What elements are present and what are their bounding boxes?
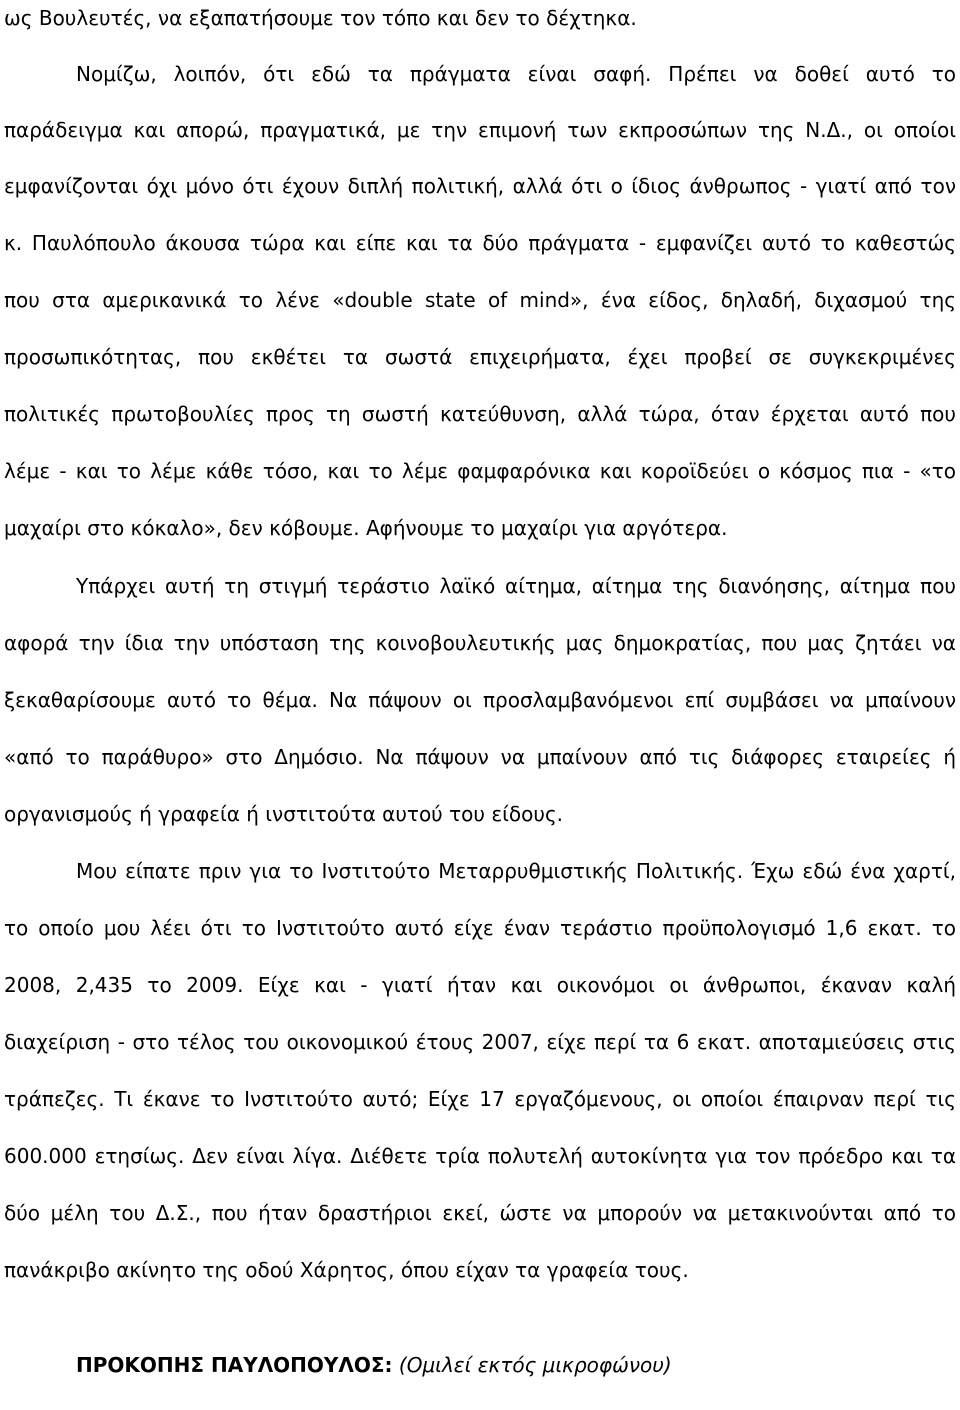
text-line: Νομίζω, λοιπόν, ότι εδώ τα πράγματα είναι σαφή. Πρέπει να δοθεί αυτό το xyxy=(76,62,956,86)
text-line: κ. Παυλόπουλο άκουσα τώρα και είπε και τα δύο πράγματα - εμφανίζει αυτό το καθεστώς xyxy=(4,231,956,255)
text-line: μαχαίρι στο κόκαλο», δεν κόβουμε. Αφήνουμε το μαχαίρι για αργότερα. xyxy=(4,516,728,540)
speaker-heading xyxy=(76,1345,672,1385)
text-line: προσωπικότητας, που εκθέτει τα σωστά επιχειρήματα, έχει προβεί σε συγκεκριμένες xyxy=(4,345,956,369)
text-line: λέμε - και το λέμε κάθε τόσο, και το λέμε φαμφαρόνικα και κοροϊδεύει ο κόσμος πια - «το xyxy=(4,459,956,483)
text-line: διαχείριση - στο τέλος του οικονομικού έτους 2007, είχε περί τα 6 εκατ. αποταμιεύσεις στις xyxy=(4,1030,956,1054)
text-line: που στα αμερικανικά το λένε «double state of mind», ένα είδος, δηλαδή, διχασμού της xyxy=(4,288,956,312)
text-line: ως Βουλευτές, να εξαπατήσουμε τον τόπο και δεν το δέχτηκα. xyxy=(4,6,637,30)
text-line: πανάκριβο ακίνητο της οδού Χάρητος, όπου είχαν τα γραφεία τους. xyxy=(4,1258,689,1282)
speaker-name: ΠΡΟΚΟΠΗΣ ΠΑΥΛΟΠΟΥΛΟΣ: xyxy=(76,1353,393,1377)
text-line: δύο μέλη του Δ.Σ., που ήταν δραστήριοι εκεί, ώστε να μπορούν να μετακινούνται από το xyxy=(4,1201,956,1225)
text-line: «από το παράθυρο» στο Δημόσιο. Να πάψουν να μπαίνουν από τις διάφορες εταιρείες ή xyxy=(4,745,956,769)
text-line: εμφανίζονται όχι μόνο ότι έχουν διπλή πολιτική, αλλά ότι ο ίδιος άνθρωπος - γιατί από τον xyxy=(4,174,956,198)
text-line: 600.000 ετησίως. Δεν είναι λίγα. Διέθετε τρία πολυτελή αυτοκίνητα για τον πρόεδρο και τα xyxy=(4,1144,956,1168)
text-line: Μου είπατε πριν για το Ινστιτούτο Μεταρρυθμιστικής Πολιτικής. Έχω εδώ ένα χαρτί, xyxy=(76,859,956,883)
text-line: παράδειγμα και απορώ, πραγματικά, με την επιμονή των εκπροσώπων της Ν.Δ., οι οποίοι xyxy=(4,118,956,142)
text-line: Υπάρχει αυτή τη στιγμή τεράστιο λαϊκό αίτημα, αίτημα της διανόησης, αίτημα που xyxy=(76,574,956,598)
text-line: 2008, 2,435 το 2009. Είχε και - γιατί ήταν και οικονόμοι οι άνθρωποι, έκαναν καλή xyxy=(4,973,956,997)
text-line: τράπεζες. Τι έκανε το Ινστιτούτο αυτό; Είχε 17 εργαζόμενους, οι οποίοι έπαιρναν περί τις xyxy=(4,1087,956,1111)
text-line: ξεκαθαρίσουμε αυτό το θέμα. Να πάψουν οι προσλαμβανόμενοι επί συμβάσει να μπαίνουν xyxy=(4,688,956,712)
text-line: πολιτικές πρωτοβουλίες προς τη σωστή κατεύθυνση, αλλά τώρα, όταν έρχεται αυτό που xyxy=(4,402,956,426)
text-line: οργανισμούς ή γραφεία ή ινστιτούτα αυτού του είδους. xyxy=(4,802,564,826)
text-line: το οποίο μου λέει ότι το Ινστιτούτο αυτό είχε έναν τεράστιο προϋπολογισμό 1,6 εκατ. το xyxy=(4,916,956,940)
text-line: αφορά την ίδια την υπόσταση της κοινοβουλευτικής μας δημοκρατίας, που μας ζητάει να xyxy=(4,631,956,655)
speaker-note: (Ομιλεί εκτός μικροφώνου) xyxy=(398,1353,672,1377)
